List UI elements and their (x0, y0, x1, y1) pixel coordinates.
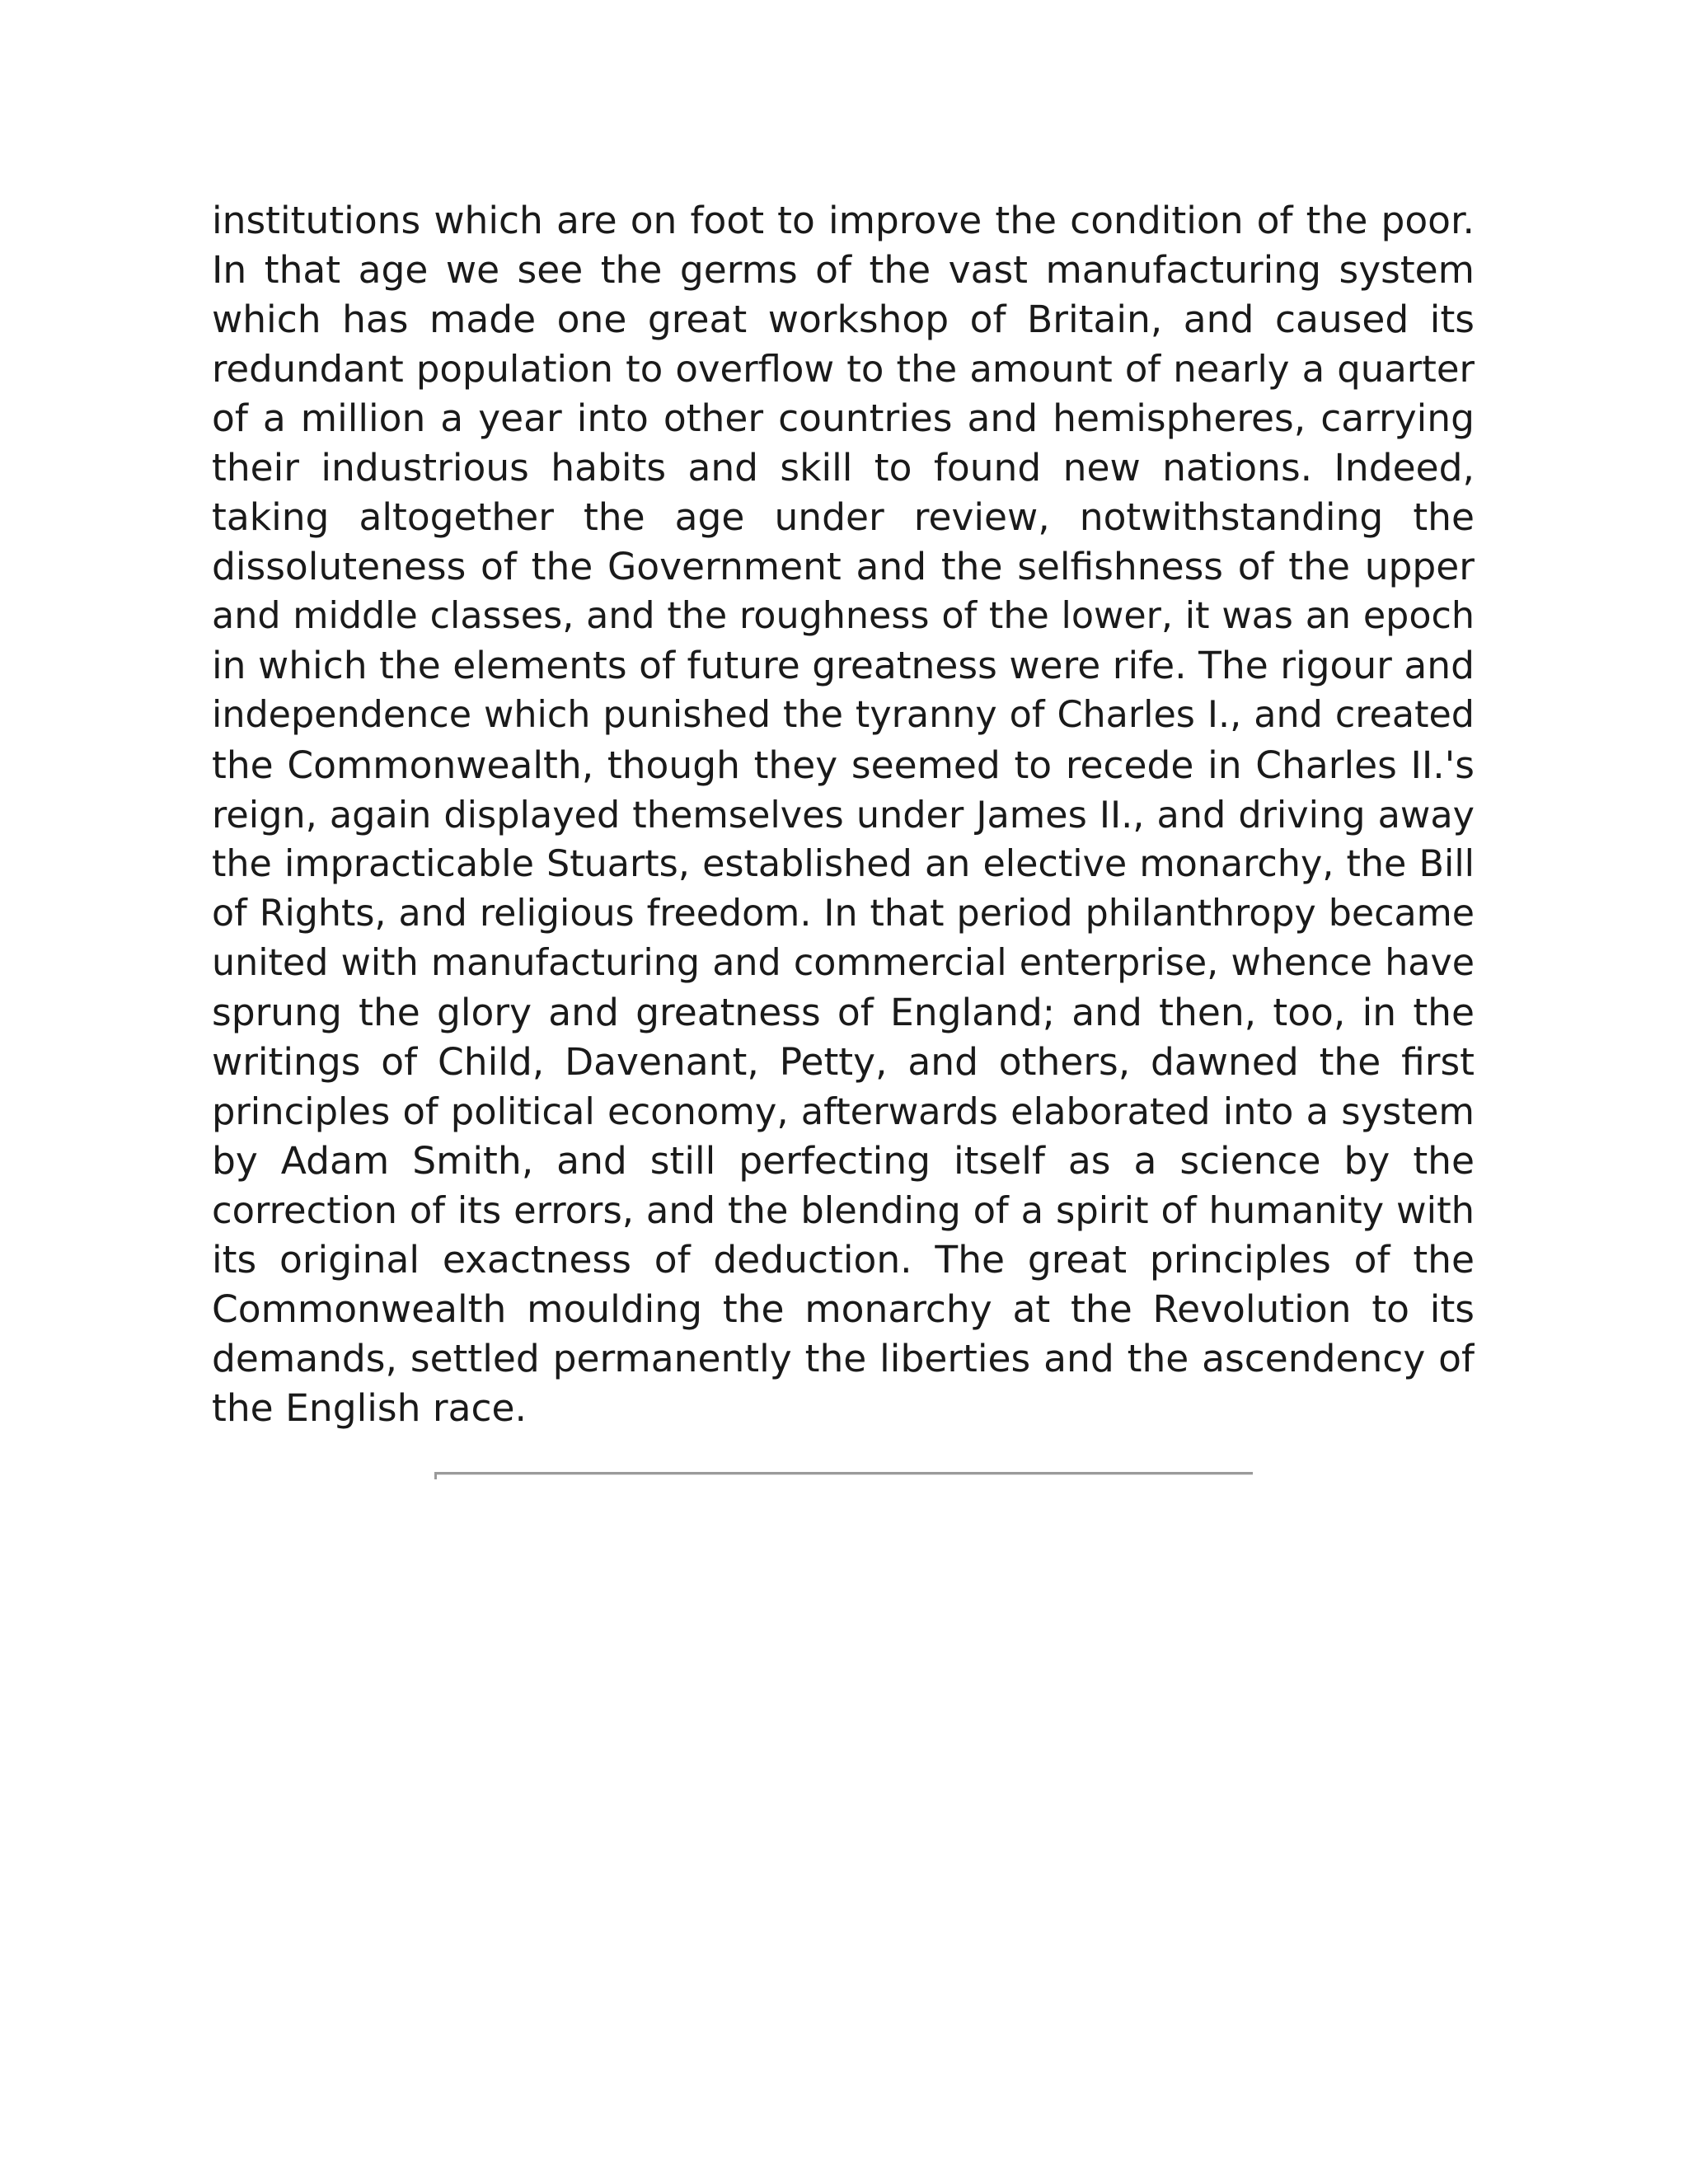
body-paragraph (212, 196, 1475, 1433)
text-line: principles of political economy, afterwards elaborated into a system (212, 1089, 1475, 1133)
text-line: dissoluteness of the Government and the selfishness of the upper (212, 545, 1475, 589)
text-line: of Rights, and religious freedom. In that period philanthropy became (212, 892, 1475, 935)
text-line: correction of its errors, and the blending of a spirit of humanity with (212, 1188, 1475, 1232)
text-line: which has made one great workshop of Britain, and caused its (212, 298, 1475, 342)
text-line: its original exactness of deduction. The great principles of the (212, 1237, 1475, 1282)
text-line: taking altogether the age under review, notwithstanding the (212, 495, 1475, 540)
text-line: Commonwealth moulding the monarchy at the Revolution to its (212, 1287, 1475, 1332)
text-line: sprung the glory and greatness of England; and then, too, in the (212, 990, 1475, 1034)
text-line: the Commonwealth, though they seemed to recede in Charles II.'s (212, 743, 1475, 787)
text-line: their industrious habits and skill to found new nations. Indeed, (212, 446, 1475, 490)
text-line: demands, settled permanently the liberties and the ascendency of (212, 1337, 1475, 1381)
text-line: redundant population to overflow to the amount of nearly a quarter (212, 347, 1475, 391)
horizontal-rule (434, 1472, 1253, 1475)
text-line: of a million a year into other countries and hemispheres, carrying (212, 396, 1475, 441)
text-line: and middle classes, and the roughness of the lower, it was an epoch (212, 595, 1475, 638)
text-line: independence which punished the tyranny of Charles I., and created (212, 694, 1475, 737)
text-line: writings of Child, Davenant, Petty, and others, dawned the first (212, 1039, 1475, 1084)
text-line: in which the elements of future greatness were rife. The rigour and (212, 644, 1475, 688)
text-line-last: the English race. (212, 1386, 527, 1431)
text-line: by Adam Smith, and still perfecting itself as a science by the (212, 1138, 1475, 1183)
text-line: In that age we see the germs of the vast manufacturing system (212, 248, 1475, 293)
text-line: united with manufacturing and commercial enterprise, whence have (212, 941, 1475, 984)
text-line: institutions which are on foot to improve the condition of the poor. (212, 199, 1475, 242)
text-line: the impracticable Stuarts, established an elective monarchy, the Bill (212, 842, 1475, 885)
horizontal-rule-cap (434, 1472, 437, 1479)
text-line: reign, again displayed themselves under James II., and driving away (212, 793, 1475, 837)
